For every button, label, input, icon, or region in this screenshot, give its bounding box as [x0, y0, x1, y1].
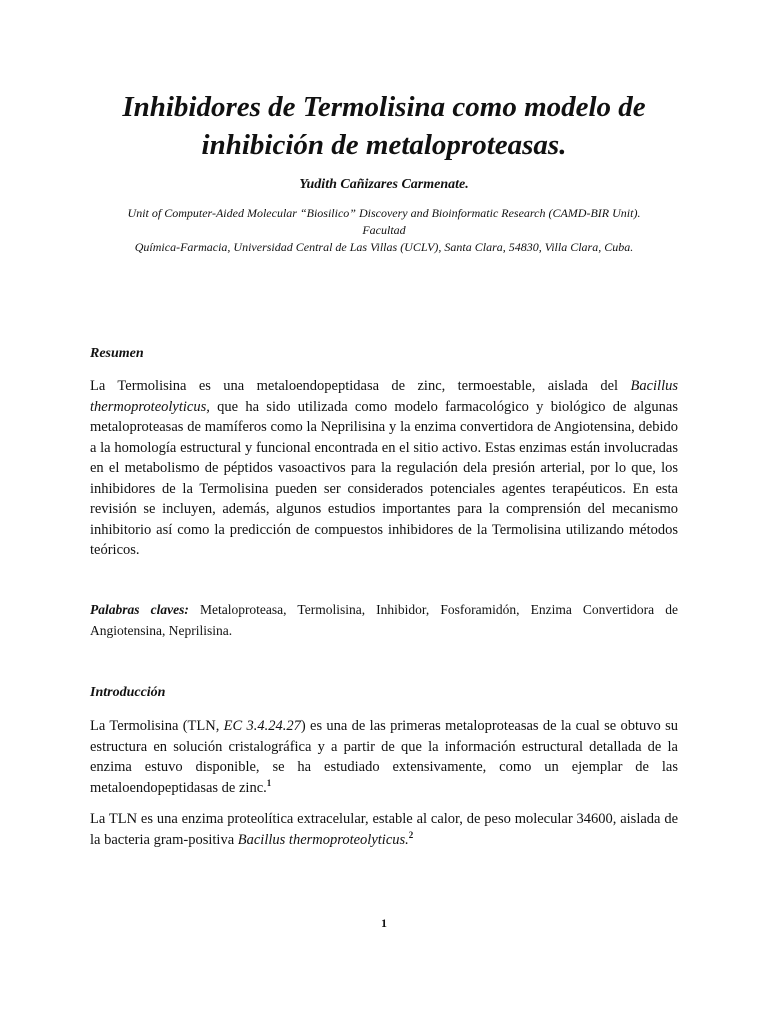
keywords-text: Metaloproteasa, Termolisina, Inhibidor, Fosforamidón, Enzima Convertidora de Angiotensina, Neprilisina.	[90, 602, 678, 638]
abstract-text	[90, 376, 678, 561]
intro-p1-part-a: La Termolisina (TLN,	[90, 718, 224, 734]
intro-species: Bacillus thermoproteolyticus.	[237, 831, 409, 848]
abstract-text-part-1: La Termolisina es una metaloendopeptidasa de zinc, termoestable, aislada del	[90, 378, 631, 394]
keywords-label: Palabras claves:	[90, 602, 189, 617]
introduction-heading: Introducción	[90, 685, 166, 700]
intro-paragraph-1	[90, 716, 678, 798]
paper-title	[0, 88, 768, 164]
intro-reference-1: 1	[266, 777, 272, 788]
page-number: 1	[381, 916, 387, 930]
title-line-2: inhibición de metaloproteasas.	[201, 129, 567, 161]
keywords	[90, 599, 678, 641]
affiliation-line-1: Unit of Computer-Aided Molecular “Biosilico” Discovery and Bioinformatic Research (CAMD-BIR Unit). Facultad	[127, 206, 641, 237]
author-affiliation	[110, 205, 658, 256]
abstract-text-part-2: que ha sido utilizada como modelo farmacológico y biológico de algunas metaloproteasas de mamíferos como la Neprilisina y la enzima convertidora de Angiotensina, debido a la homología estructural y funcional encontrada en el sitio activo. Estas enzimas están involucradas en el metabolismo de péptidos vasoactivos para la regulación dela presión arterial, por lo que, los inhibidores de la Termolisina pueden ser considerados potenciales agentes terapéuticos. En esta revisión se incluyen, además, algunos estudios importantes para la comprensión del mecanismo inhibitorio así como la predicción de compuestos inhibidores de la Termolisina utilizando métodos teóricos.	[90, 398, 678, 558]
abstract-heading: Resumen	[90, 346, 144, 361]
intro-ec-number: EC 3.4.24.27	[223, 718, 301, 734]
abstract-species: Bacillus thermoproteolyticus,	[90, 378, 678, 415]
intro-paragraph-2	[90, 809, 678, 850]
author-name: Yudith Cañizares Carmenate.	[299, 177, 469, 192]
affiliation-line-2: Química-Farmacia, Universidad Central de Las Villas (UCLV), Santa Clara, 54830, Villa Clara, Cuba.	[134, 240, 634, 254]
intro-reference-2: 2	[408, 829, 414, 840]
intro-p1-part-b: ) es una de las primeras metaloproteasas de la cual se obtuvo su estructura en solución cristalográfica y a partir de que la información estructural detallada de la enzima estuvo disponible, se ha estudiado extensivamente, como un ejemplar de las metaloendopeptidasas de zinc.	[90, 718, 678, 796]
intro-p2-part-a: La TLN es una enzima proteolítica extracelular, estable al calor, de peso molecular 34600, aislada de la bacteria gram-positiva	[90, 811, 678, 848]
title-line-1: Inhibidores de Termolisina como modelo de	[122, 91, 646, 123]
